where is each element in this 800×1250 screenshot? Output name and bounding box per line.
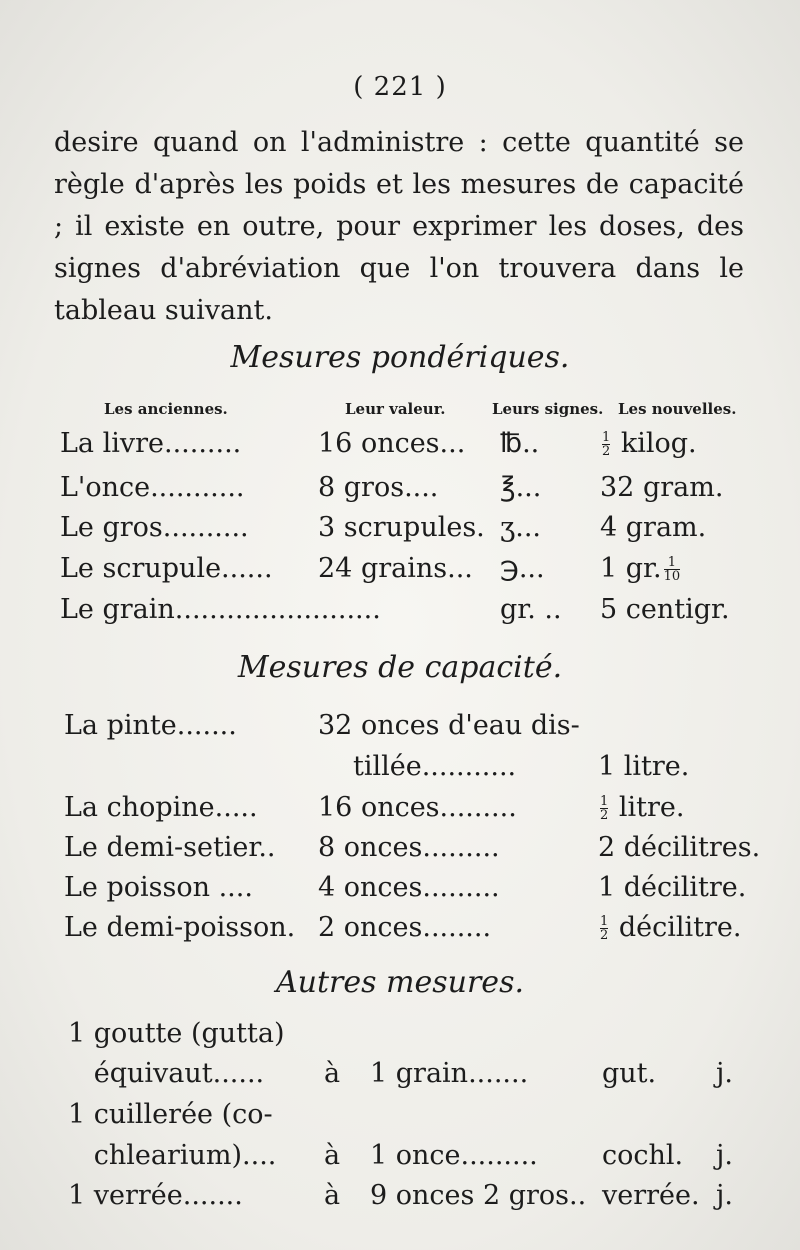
equiv-marker: à xyxy=(324,1058,341,1089)
fraction: $\frac{1}{2}$ xyxy=(602,430,611,459)
fraction: $\frac{1}{2}$ xyxy=(600,914,609,943)
measure-label: chlearium).... xyxy=(68,1140,277,1171)
new-value: $\frac{1}{2}$ kilog. xyxy=(602,428,697,459)
measure-value: 3 scrupules. xyxy=(318,512,485,543)
old-measure: La pinte....... xyxy=(64,710,237,741)
new-value: 1 litre. xyxy=(598,751,690,782)
old-measure: La livre......... xyxy=(60,428,242,459)
measure-sign: ℈... xyxy=(500,553,545,584)
old-measure: Le grain........................ xyxy=(60,594,381,625)
old-measure: Le demi-setier.. xyxy=(64,832,276,863)
measure-value: 4 onces......... xyxy=(318,872,500,903)
new-value: 1 décilitre. xyxy=(598,872,747,903)
equiv-value: 1 once......... xyxy=(370,1140,538,1171)
section-title-capacity: Mesures de capacité. xyxy=(237,650,563,685)
section-title-other: Autres mesures. xyxy=(275,965,524,1000)
count: j. xyxy=(716,1058,733,1089)
col-header-old: Les anciennes. xyxy=(104,400,228,418)
body-paragraph: desire quand on l'administre : cette quantité se règle d'après les poids et les mesures de capacité ; il existe en outre, pour exprimer les doses, des signes d'abréviation que l'on trouvera dans le tableau suivant. xyxy=(54,127,744,326)
measure-value: tillée........... xyxy=(353,751,517,782)
fraction: $\frac{1}{2}$ xyxy=(600,794,609,823)
measure-label: 1 verrée....... xyxy=(68,1180,243,1211)
measure-sign: ʒ... xyxy=(500,512,541,543)
measure-sign: ℥... xyxy=(500,472,542,503)
abbreviation: cochl. xyxy=(602,1140,684,1171)
equiv-marker: à xyxy=(324,1140,341,1171)
old-measure: Le gros.......... xyxy=(60,512,249,543)
measure-value: 2 onces........ xyxy=(318,912,492,943)
measure-label: 1 cuillerée (co- xyxy=(68,1099,273,1130)
old-measure: Le demi-poisson. xyxy=(64,912,296,943)
new-value: $\frac{1}{2}$ litre. xyxy=(600,792,685,823)
equiv-value: 1 grain....... xyxy=(370,1058,529,1089)
old-measure: La chopine..... xyxy=(64,792,258,823)
measure-value: 32 onces d'eau dis- xyxy=(318,710,580,741)
new-value: 4 gram. xyxy=(600,512,707,543)
old-measure: Le poisson .... xyxy=(64,872,253,903)
measure-value: 24 grains... xyxy=(318,553,473,584)
equiv-marker: à xyxy=(324,1180,341,1211)
measure-sign: ℔.. xyxy=(500,428,540,459)
measure-label: équivaut...... xyxy=(68,1058,265,1089)
measure-label: 1 goutte (gutta) xyxy=(68,1018,285,1049)
new-value: 32 gram. xyxy=(600,472,724,503)
new-value: $\frac{1}{2}$ décilitre. xyxy=(600,912,742,943)
measure-value: 16 onces... xyxy=(318,428,466,459)
new-value: 2 décilitres. xyxy=(598,832,761,863)
new-value: 5 centigr. xyxy=(600,594,730,625)
col-header-value: Leur valeur. xyxy=(345,400,446,418)
new-value: 1 gr. $\frac{1}{10}$ xyxy=(600,553,681,584)
measure-value: 16 onces......... xyxy=(318,792,517,823)
fraction: $\frac{1}{10}$ xyxy=(663,555,681,584)
page-number: ( 221 ) xyxy=(353,72,447,102)
count: j. xyxy=(716,1140,733,1171)
col-header-new: Les nouvelles. xyxy=(618,400,737,418)
measure-value: 8 onces......... xyxy=(318,832,500,863)
equiv-value: 9 onces 2 gros.. xyxy=(370,1180,587,1211)
measure-sign: gr. .. xyxy=(500,594,562,625)
old-measure: Le scrupule...... xyxy=(60,553,273,584)
old-measure: L'once........... xyxy=(60,472,245,503)
col-header-sign: Leurs signes. xyxy=(492,400,604,418)
abbreviation: verrée. xyxy=(602,1180,700,1211)
measure-value: 8 gros.... xyxy=(318,472,439,503)
abbreviation: gut. xyxy=(602,1058,657,1089)
count: j. xyxy=(716,1180,733,1211)
section-title-weights: Mesures pondériques. xyxy=(230,340,570,375)
